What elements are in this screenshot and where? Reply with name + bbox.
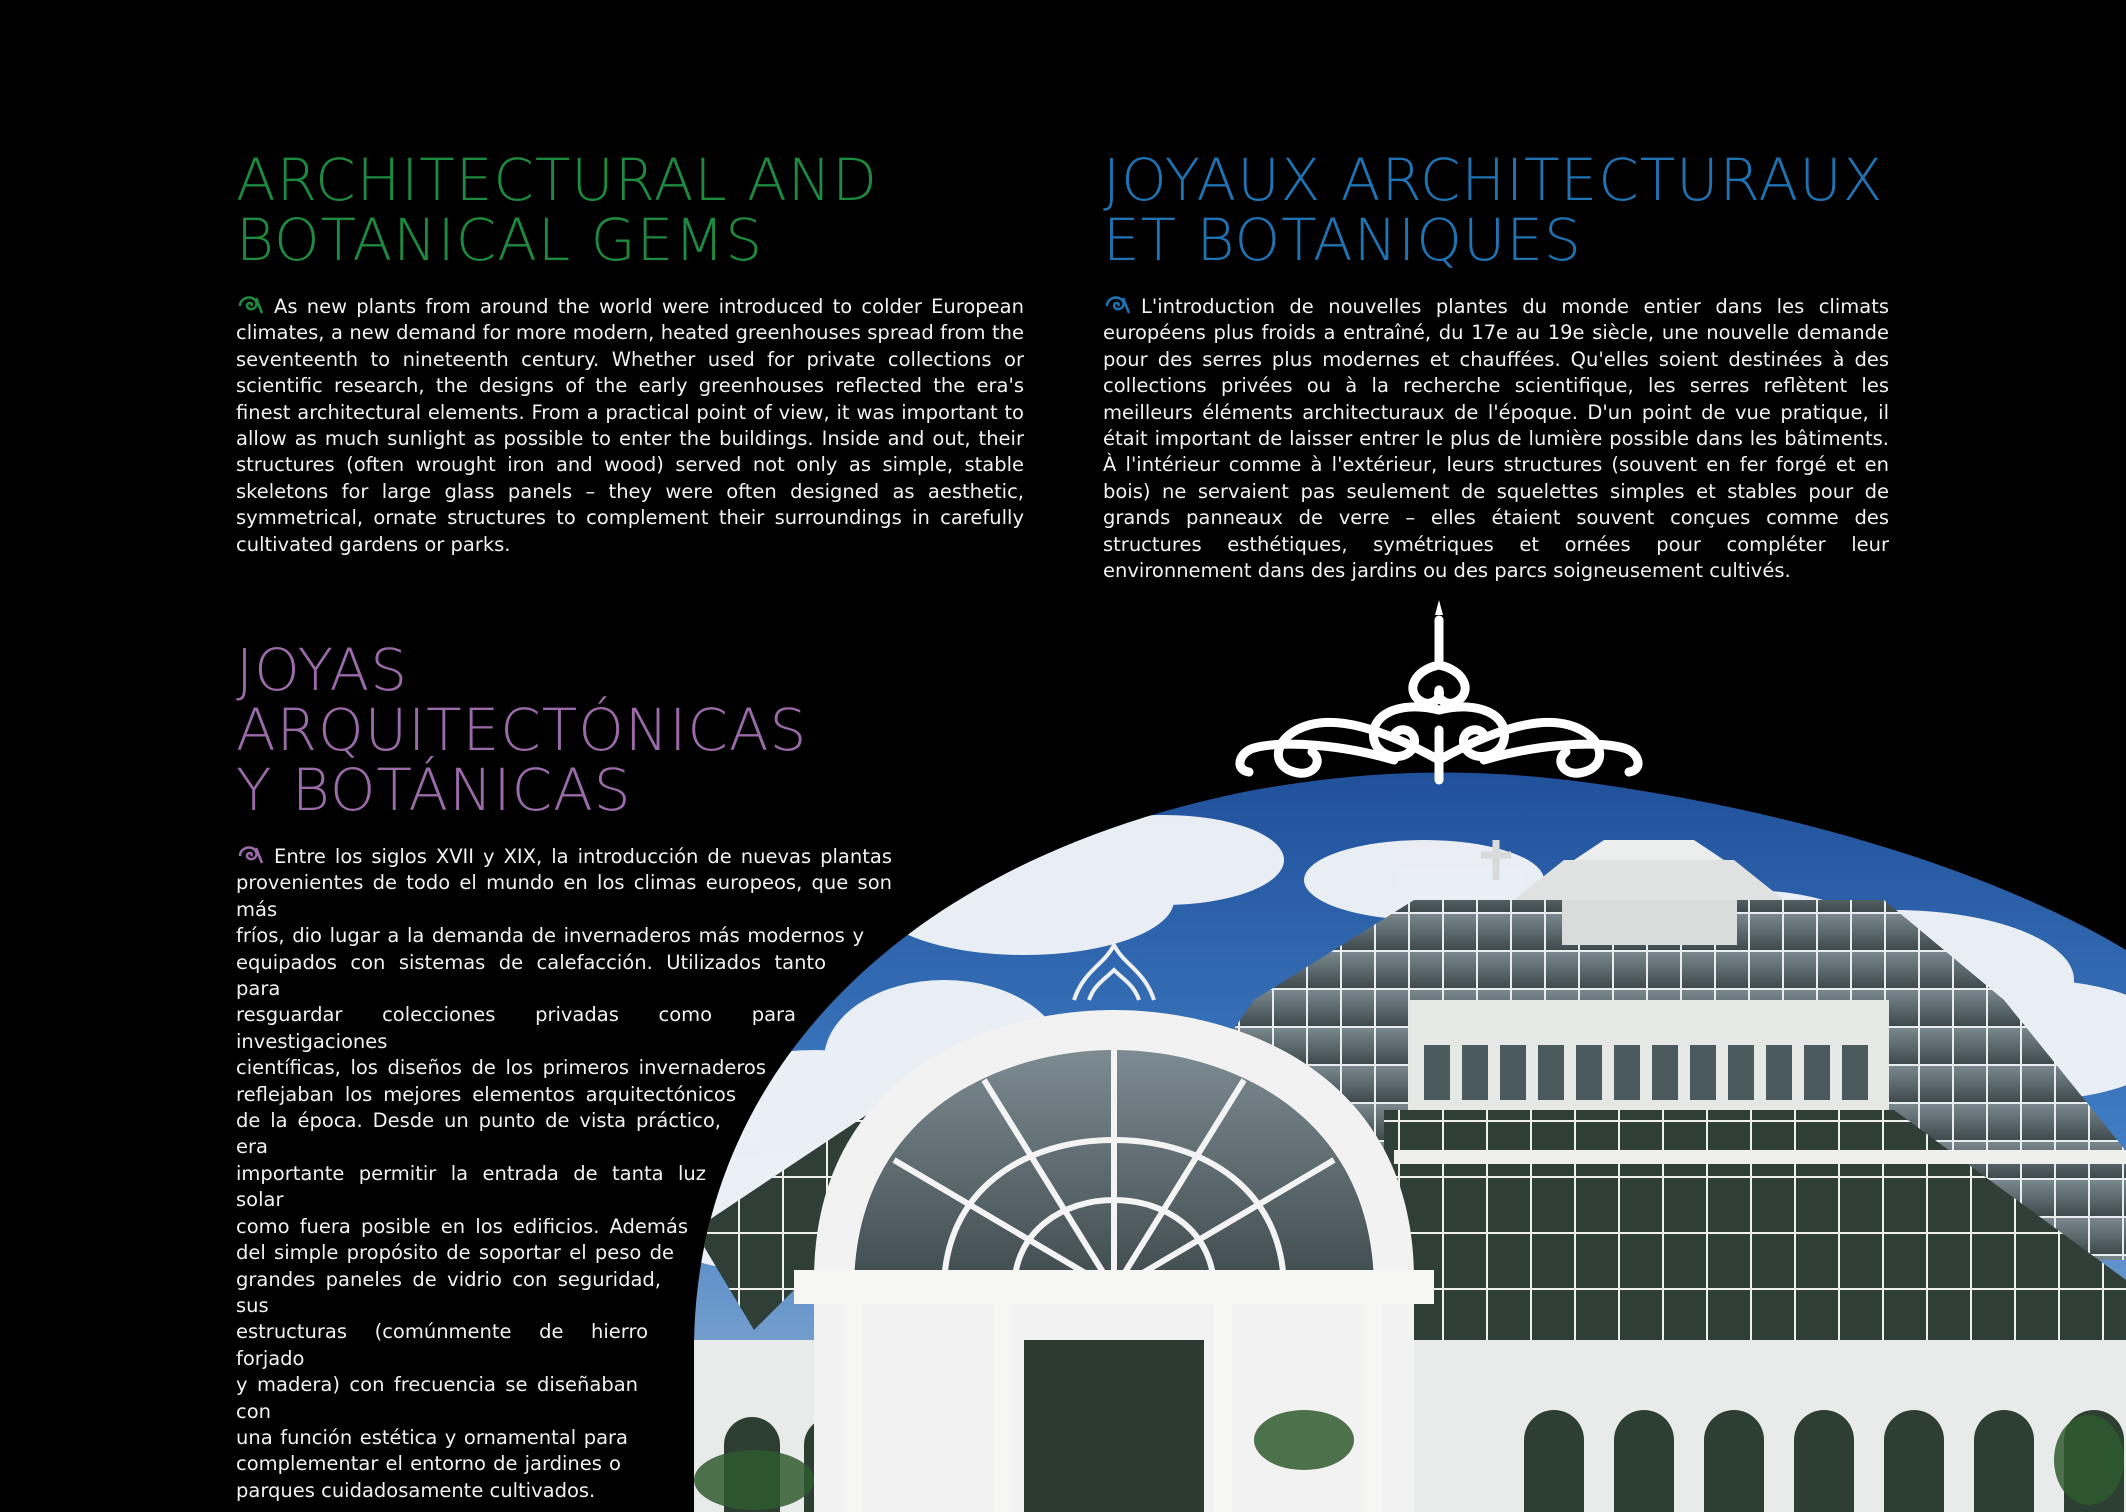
- heading-line-1: ARCHITECTURAL AND: [236, 146, 878, 214]
- paragraph-line: científicas, los diseños de los primeros invernaderos: [236, 1056, 766, 1080]
- paragraph-line: una función estética y ornamental para: [236, 1425, 628, 1449]
- heading-english: [236, 146, 1024, 274]
- paragraph-line: estructuras (comúnmente de hierro forjado: [236, 1320, 648, 1370]
- paragraph-line: importante permitir la entrada de tanta luz solar: [236, 1161, 706, 1212]
- heading-line-2: ET BOTANIQUES: [1103, 206, 1582, 274]
- paragraph-line: como fuera posible en los edificios. Además: [236, 1214, 688, 1238]
- paragraph-line: del simple propósito de soportar el peso de: [236, 1241, 674, 1265]
- paragraph-line: provenientes de todo el mundo en los climas europeos, que son más: [236, 871, 892, 921]
- spiral-leaf-icon: [236, 842, 264, 866]
- paragraph-line-text: Entre los siglos XVII y XIX, la introducción de nuevas plantas: [274, 845, 892, 868]
- paragraph-line: parques cuidadosamente cultivados.: [236, 1478, 596, 1502]
- section-french: [1103, 146, 1889, 584]
- paragraph-line: grandes paneles de vidrio con seguridad, sus: [236, 1267, 661, 1317]
- heading-line-2: BOTANICAL GEMS: [236, 206, 764, 274]
- paragraph-french: [1103, 292, 1889, 584]
- paragraph-line: resguardar colecciones privadas como para investigaciones: [236, 1003, 796, 1053]
- heading-french: [1103, 146, 1889, 274]
- spiral-leaf-icon: [236, 292, 264, 316]
- heading-spanish: [236, 636, 976, 824]
- spiral-leaf-icon: [1103, 292, 1131, 316]
- paragraph-line: de la época. Desde un punto de vista práctico, era: [236, 1109, 721, 1159]
- paragraph-english-text: As new plants from around the world were introduced to colder European climates, a new demand for more modern, heated greenhouses spread from the seventeenth to nineteenth century. Whether used for private collections or scientific research, the designs of the early greenhouses reflected the era's finest architectural elements. From a practical point of view, it was important to allow as much sunlight as possible to enter the buildings. Inside and out, their structures (often wrought iron and wood) served not only as simple, stable skeletons for large glass panels – they were often designed as aesthetic, symmetrical, ornate structures to complement their surroundings in carefully cultivated gardens or parks.: [236, 295, 1024, 556]
- paragraph-english: [236, 292, 1024, 558]
- paragraph-line: reflejaban los mejores elementos arquitectónicos: [236, 1082, 736, 1106]
- wrought-iron-crest-icon: [1240, 620, 1638, 780]
- heading-line-1: JOYAS ARQUITECTÓNICAS: [236, 636, 808, 764]
- heading-line-1: JOYAUX ARCHITECTURAUX: [1103, 146, 1884, 214]
- heading-line-2: Y BOTÁNICAS: [236, 756, 632, 824]
- paragraph-french-text: L'introduction de nouvelles plantes du monde entier dans les climats européens plus froids a entraîné, du 17e au 19e siècle, une nouvelle demande pour des serres plus modernes et chauffées. Qu'elles soient destinées à des collections privées ou à la recherche scientifique, les serres reflètent les meilleurs éléments architecturaux de l'époque. D'un point de vue pratique, il était important de laisser entrer le plus de lumière possible dans les bâtiments. À l'intérieur comme à l'extérieur, leurs structures (souvent en fer forgé et en bois) ne servaient pas seulement de squelettes simples et stables pour de grands panneaux de verre – elles étaient souvent conçues comme des structures esthétiques, symétriques et ornées pour compléter leur environnement dans des jardins ou des parcs soigneusement cultivés.: [1103, 295, 1889, 583]
- paragraph-line: y madera) con frecuencia se diseñaban con: [236, 1373, 638, 1423]
- paragraph-line: equipados con sistemas de calefacción. Utilizados tanto para: [236, 950, 826, 1001]
- section-english: [236, 146, 1024, 558]
- paragraph-spanish: [236, 842, 976, 1504]
- paragraph-line: fríos, dio lugar a la demanda de invernaderos más modernos y: [236, 924, 864, 948]
- paragraph-line: complementar el entorno de jardines o: [236, 1452, 621, 1476]
- paragraph-line: [236, 842, 892, 870]
- section-spanish: [236, 636, 976, 1504]
